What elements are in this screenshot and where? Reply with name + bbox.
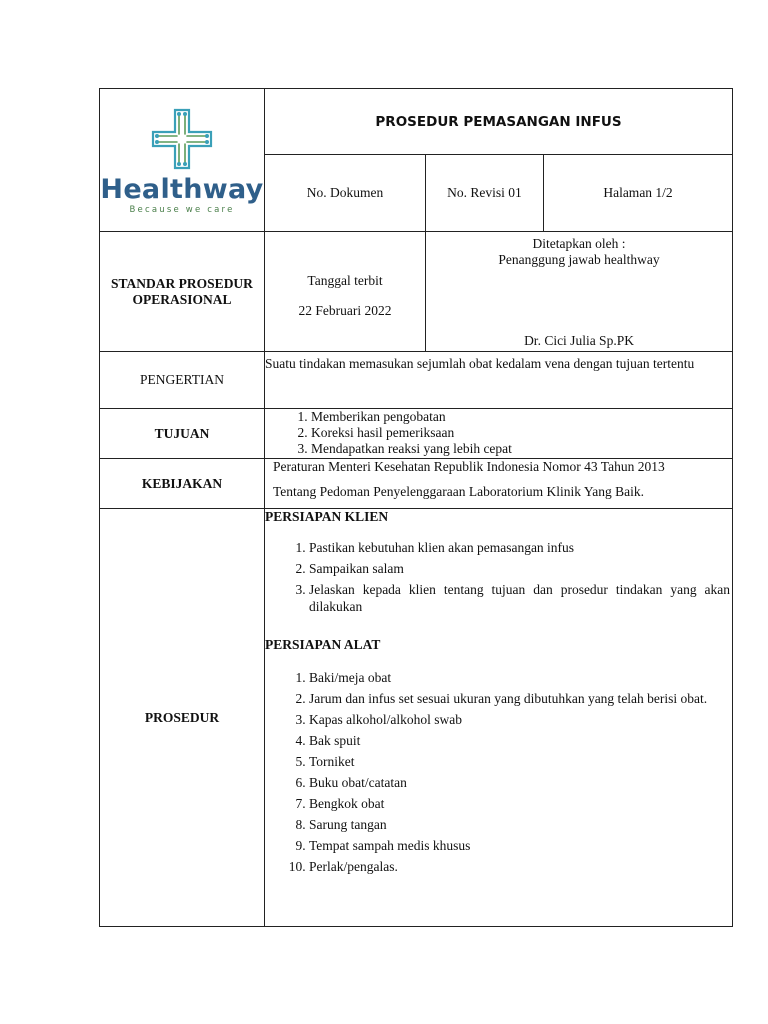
- list-item: 3. Jelaskan kepada klien tentang tujuan dan prosedur tindakan yang akan dilakukan: [309, 581, 730, 615]
- list-item: 2. Jarum dan infus set sesuai ukuran yang dibutuhkan yang telah berisi obat.: [309, 690, 730, 707]
- list-item: 3. Kapas alkohol/alkohol swab: [309, 711, 730, 728]
- logo-cell: [100, 89, 265, 232]
- document-title: PROSEDUR PEMASANGAN INFUS: [375, 113, 622, 130]
- tujuan-label: TUJUAN: [100, 409, 265, 459]
- list-item: 10. Perlak/pengalas.: [309, 858, 730, 875]
- issue-date-label: Tanggal terbit: [307, 272, 383, 288]
- kebijakan-line-2: Tentang Pedoman Penyelenggaraan Laboratorium Klinik Yang Baik.: [273, 484, 644, 499]
- approval-cell: [426, 232, 733, 352]
- tujuan-list: [265, 409, 732, 457]
- list-item: 9. Tempat sampah medis khusus: [309, 837, 730, 854]
- list-item: 4. Bak spuit: [309, 732, 730, 749]
- sop-label: STANDAR PROSEDUR OPERASIONAL: [100, 232, 265, 352]
- list-item: 1. Pastikan kebutuhan klien akan pemasangan infus: [309, 539, 730, 556]
- kebijakan-line-1: Peraturan Menteri Kesehatan Republik Indonesia Nomor 43 Tahun 2013: [273, 459, 665, 474]
- medical-cross-logo-icon: [149, 106, 215, 172]
- persiapan-klien-title: PERSIAPAN KLIEN: [265, 509, 389, 524]
- logo: [100, 106, 264, 215]
- persiapan-alat-title: PERSIAPAN ALAT: [265, 637, 381, 652]
- list-item: 2. Sampaikan salam: [309, 560, 730, 577]
- pengertian-label: PENGERTIAN: [100, 352, 265, 409]
- kebijakan-label: KEBIJAKAN: [100, 459, 265, 509]
- list-item: 2. Koreksi hasil pemeriksaan: [311, 425, 732, 441]
- list-item: 1. Memberikan pengobatan: [311, 409, 732, 425]
- list-item: 5. Torniket: [309, 753, 730, 770]
- header-title-row: [100, 89, 733, 155]
- brand-name: Healthway: [100, 173, 264, 205]
- list-item: 3. Mendapatkan reaksi yang lebih cepat: [311, 441, 732, 457]
- page-number-cell: Halaman 1/2: [544, 155, 733, 232]
- pengertian-text: Suatu tindakan memasukan sejumlah obat kedalam vena dengan tujuan tertentu: [265, 352, 733, 409]
- revision-cell: No. Revisi 01: [426, 155, 544, 232]
- sop-row: [100, 232, 733, 352]
- list-item: 1. Baki/meja obat: [309, 669, 730, 686]
- approver-name: Dr. Cici Julia Sp.PK: [524, 333, 634, 348]
- tujuan-cell: [265, 409, 733, 459]
- list-item: 8. Sarung tangan: [309, 816, 730, 833]
- title-cell: [265, 89, 733, 155]
- issue-date-cell: [265, 232, 426, 352]
- approved-by-role: Penanggung jawab healthway: [498, 252, 660, 267]
- kebijakan-cell: [265, 459, 733, 509]
- issue-date-value: 22 Februari 2022: [298, 302, 392, 318]
- sop-table: [99, 88, 733, 927]
- persiapan-klien-list: [265, 539, 732, 615]
- pengertian-row: [100, 352, 733, 409]
- persiapan-alat-list: [265, 669, 732, 875]
- kebijakan-row: [100, 459, 733, 509]
- doc-number-cell: No. Dokumen: [265, 155, 426, 232]
- prosedur-label: PROSEDUR: [100, 509, 265, 927]
- tujuan-row: [100, 409, 733, 459]
- prosedur-cell: [265, 509, 733, 927]
- list-item: 7. Bengkok obat: [309, 795, 730, 812]
- brand-tagline: Because we care: [129, 204, 235, 215]
- list-item: 6. Buku obat/catatan: [309, 774, 730, 791]
- approved-by-label: Ditetapkan oleh :: [532, 236, 626, 251]
- prosedur-row: [100, 509, 733, 927]
